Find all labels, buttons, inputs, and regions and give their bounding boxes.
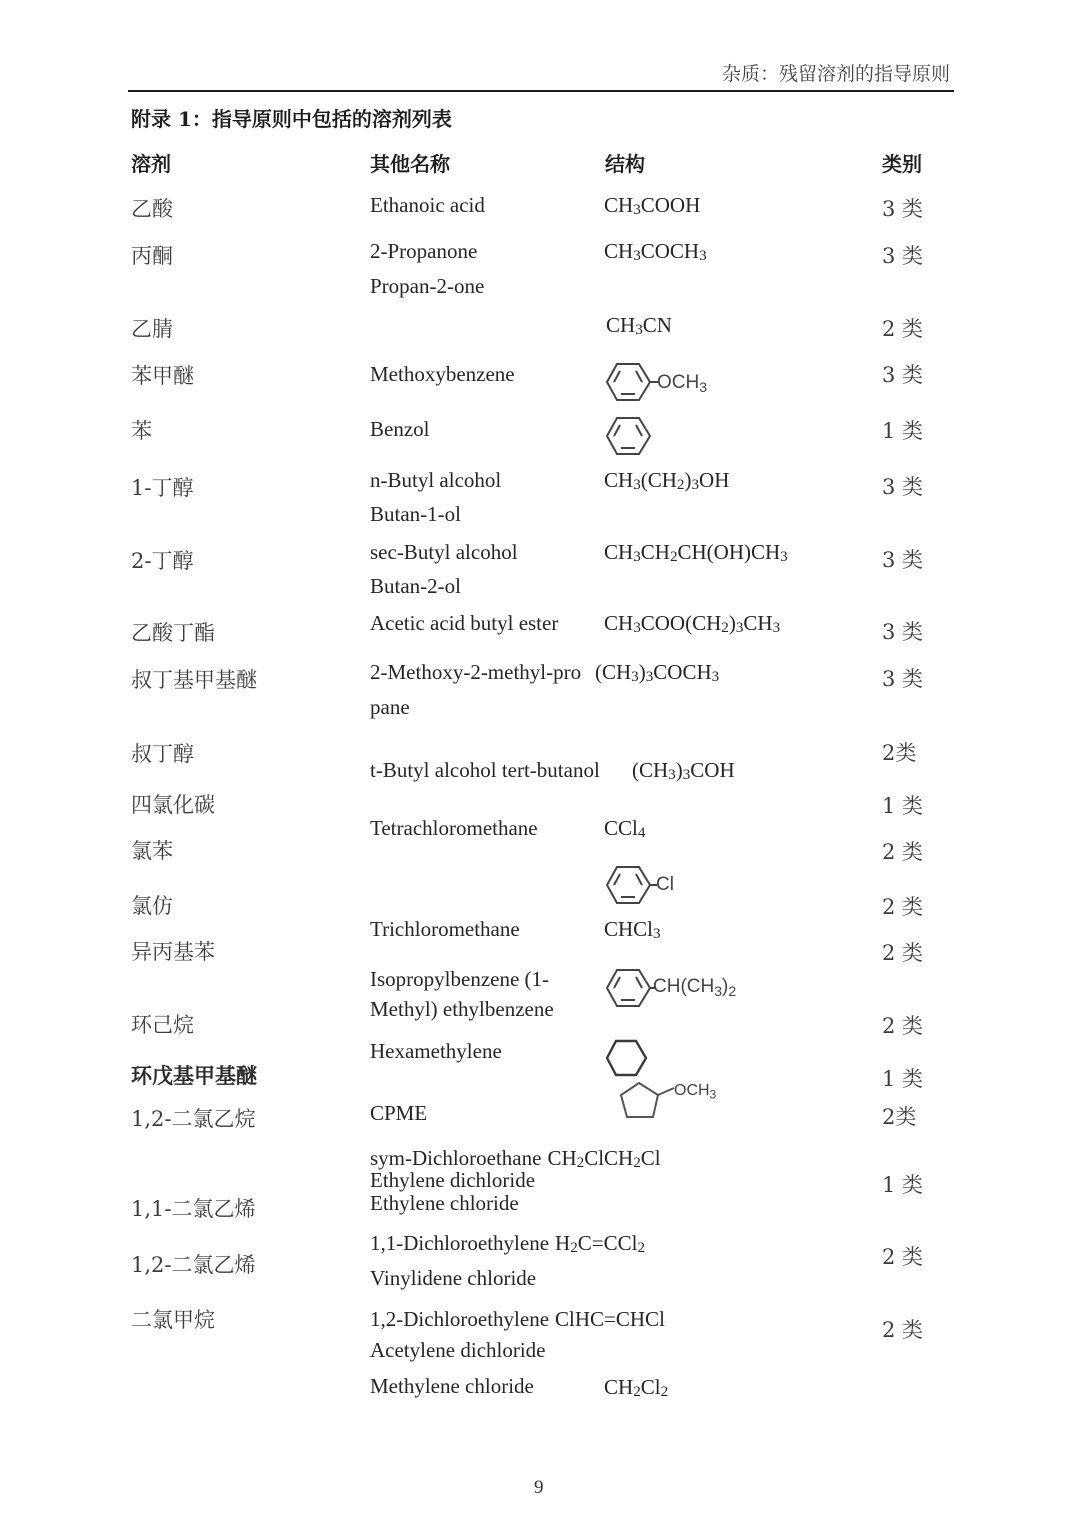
class-label: 3 类 <box>882 475 924 499</box>
structure-formula: $(CH_3)_3COCH_3$ <box>595 660 720 685</box>
class-label: 2 类 <box>882 840 924 864</box>
solvent-name: 乙酸丁酯 <box>131 621 215 645</box>
structure-formula: $CH_3CN$ <box>606 313 672 338</box>
class-label: 3 类 <box>882 244 924 268</box>
solvent-name: 二氯甲烷 <box>131 1308 215 1332</box>
class-label: 2 类 <box>882 895 924 919</box>
other-name: sym-Dichloroethane <box>370 1146 542 1170</box>
solvent-name: 丙酮 <box>131 244 173 268</box>
cyclopentane-ring-icon <box>618 1078 676 1122</box>
benzene-ring-icon <box>606 416 652 456</box>
structure-formula: $CH_3COO(CH_2)_3CH_3$ <box>604 611 781 636</box>
class-label: 2类 <box>882 1105 917 1129</box>
class-label: 2类 <box>882 741 917 765</box>
other-name: 1,1-Dichloroethylene <box>370 1231 550 1255</box>
class-label: 3 类 <box>882 197 924 221</box>
other-name-line <box>370 1309 665 1330</box>
structure-formula: $(CH_3)_3COH$ <box>632 758 735 783</box>
solvent-name: 环己烷 <box>131 1013 194 1037</box>
other-name: Methylene chloride <box>370 1374 534 1398</box>
structure-substituent: Cl <box>656 874 674 895</box>
other-name: Isopropylbenzene (1- <box>370 967 550 991</box>
other-name-line <box>370 1148 661 1169</box>
header-rule <box>128 90 954 92</box>
benzene-ring-icon <box>606 968 656 1008</box>
class-label: 3 类 <box>882 548 924 572</box>
structure-substituent: $CH(CH_3)_2$ <box>653 976 737 1000</box>
other-name: Ethylene dichloride <box>370 1168 536 1192</box>
other-name: 2-Methoxy-2-methyl-pro <box>370 660 582 684</box>
column-header-other-names: 其他名称 <box>370 152 450 176</box>
structure-substituent: $OCH_3$ <box>674 1082 717 1102</box>
structure-formula: $CH_2ClCH_2Cl$ <box>547 1146 661 1171</box>
class-label: 2 类 <box>882 941 924 965</box>
other-name: pane <box>370 695 410 719</box>
other-name: Ethanoic acid <box>370 193 485 217</box>
solvent-name: 1-丁醇 <box>131 476 194 500</box>
structure-formula: $CH_3COCH_3$ <box>604 239 707 264</box>
structure-formula: $CH_3COOH$ <box>604 193 701 218</box>
class-label: 2 类 <box>882 1318 924 1342</box>
class-label: 1 类 <box>882 419 924 443</box>
other-name: Acetylene dichloride <box>370 1338 546 1362</box>
structure-substituent: $OCH_3$ <box>657 372 708 396</box>
solvent-name: 1,1-二氯乙烯 <box>131 1197 256 1221</box>
other-name: Acetic acid butyl ester <box>370 611 559 635</box>
other-name: 2-Propanone <box>370 239 478 263</box>
running-header-title: 杂质：残留溶剂的指导原则 <box>721 63 950 85</box>
structure-formula: $H_2C=CCl_2$ <box>555 1231 646 1256</box>
other-name: n-Butyl alcohol <box>370 468 502 492</box>
other-name: Methyl) ethylbenzene <box>370 997 554 1021</box>
other-name: sec-Butyl alcohol <box>370 540 518 564</box>
solvent-name: 叔丁醇 <box>131 742 194 766</box>
solvent-name: 2-丁醇 <box>131 549 194 573</box>
class-label: 2 类 <box>882 1245 924 1269</box>
solvent-name: 1,2-二氯乙烯 <box>131 1253 256 1277</box>
class-label: 2 类 <box>882 317 924 341</box>
other-name-line <box>370 1233 645 1254</box>
structure-formula: $CH_3CH_2CH(OH)CH_3$ <box>604 540 788 565</box>
class-label: 3 类 <box>882 667 924 691</box>
class-label: 1 类 <box>882 1173 924 1197</box>
solvent-name: 苯甲醚 <box>131 364 194 388</box>
other-name: Butan-1-ol <box>370 502 461 526</box>
structure-formula: $CH_3(CH_2)_3OH$ <box>604 468 730 493</box>
other-name: Hexamethylene <box>370 1039 502 1063</box>
solvent-name: 环戊基甲基醚 <box>131 1064 257 1088</box>
structure-formula: CHCl$_3$ <box>604 917 661 942</box>
other-name: Butan-2-ol <box>370 574 461 598</box>
other-name: Tetrachloromethane <box>370 816 538 840</box>
benzene-ring-icon <box>606 362 658 402</box>
solvent-name: 氯苯 <box>131 839 173 863</box>
other-name: Methoxybenzene <box>370 362 515 386</box>
column-header-structure: 结构 <box>605 152 645 176</box>
solvent-name: 四氯化碳 <box>131 793 215 817</box>
class-label: 2 类 <box>882 1014 924 1038</box>
other-name: CPME <box>370 1101 428 1125</box>
page-number: 9 <box>534 1477 544 1498</box>
other-name: Ethylene chloride <box>370 1191 519 1215</box>
solvent-name: 叔丁基甲基醚 <box>131 668 257 692</box>
other-name: t-Butyl alcohol tert-butanol <box>370 758 600 782</box>
other-name: 1,2-Dichloroethylene <box>370 1307 550 1331</box>
other-name: Trichloromethane <box>370 917 520 941</box>
solvent-name: 苯 <box>131 419 152 443</box>
class-label: 3 类 <box>882 363 924 387</box>
class-label: 3 类 <box>882 620 924 644</box>
cyclohexane-ring-icon <box>606 1039 648 1077</box>
class-label: 1 类 <box>882 1067 924 1091</box>
solvent-name: 1,2-二氯乙烷 <box>131 1107 256 1131</box>
solvent-name: 乙酸 <box>131 197 173 221</box>
solvent-name: 异丙基苯 <box>131 940 215 964</box>
other-name: Propan-2-one <box>370 274 485 298</box>
solvent-name: 氯仿 <box>131 894 173 918</box>
other-name: Benzol <box>370 417 430 441</box>
class-label: 1 类 <box>882 794 924 818</box>
other-name: Vinylidene chloride <box>370 1266 537 1290</box>
structure-formula: $CH_2Cl_2$ <box>604 1375 669 1400</box>
structure-formula: ClHC=CHCl <box>555 1307 665 1331</box>
column-header-solvent: 溶剂 <box>131 152 171 176</box>
solvent-name: 乙腈 <box>131 317 173 341</box>
appendix-title: 附录 1：指导原则中包括的溶剂列表 <box>131 107 452 131</box>
column-header-class: 类别 <box>882 152 922 176</box>
structure-formula: CCl$_4$ <box>604 816 646 841</box>
benzene-ring-icon <box>606 865 658 905</box>
